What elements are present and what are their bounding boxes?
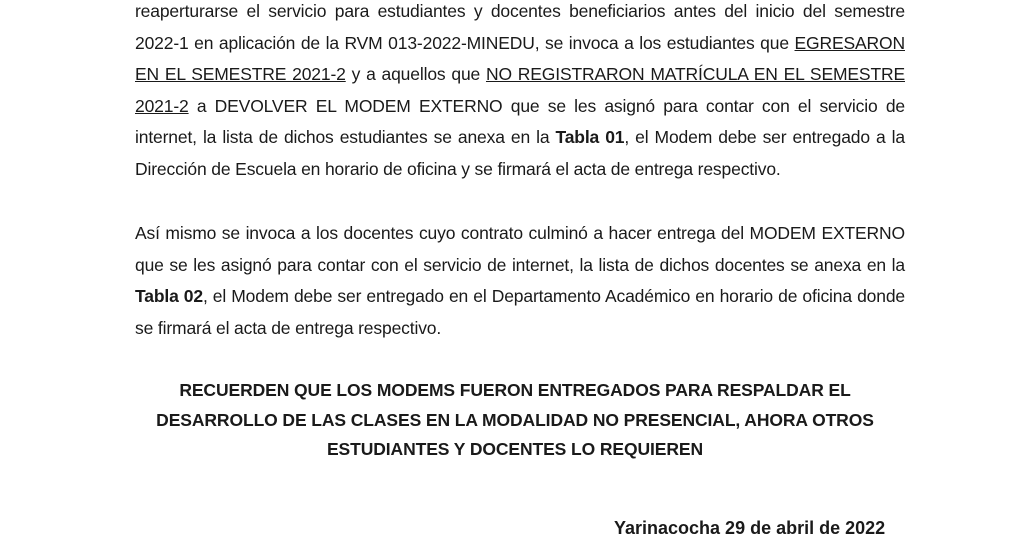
paragraph1-bold-tabla01: Tabla 01	[555, 127, 625, 147]
paragraph1-underlined-egresaron: EGRESARON EN EL SEMESTRE 2021-2	[135, 32, 905, 84]
place-date-line: Yarinacocha 29 de abril de 2022	[614, 518, 886, 538]
paragraph-teachers-modem-return	[135, 218, 905, 344]
paragraph2-text-1: Así mismo se invoca a los docentes cuyo contrato culminó a hacer entrega del MODEM EXTERNO que se les asignó para contar con el servicio de internet, la lista de dichos docentes se anexa en la	[135, 223, 905, 275]
paragraph1-text-4: , el Modem debe ser entregado a la Dirección de Escuela en horario de oficina y se firmará el acta de entrega respectivo.	[135, 127, 905, 179]
paragraph2-text-2: , el Modem debe ser entregado en el Departamento Académico en horario de oficina donde se firmará el acta de entrega respectivo.	[135, 286, 905, 338]
notice-line-3: ESTUDIANTES Y DOCENTES LO REQUIEREN	[326, 439, 704, 459]
paragraph1-underlined-no-registraron: NO REGISTRARON MATRÍCULA EN EL SEMESTRE 2021-2	[135, 64, 905, 116]
paragraph2-bold-tabla02: Tabla 02	[135, 286, 203, 306]
paragraph1-text-3: a DEVOLVER EL MODEM EXTERNO que se les asignó para contar con el servicio de internet, la lista de dichos estudiantes se anexa en la	[135, 95, 905, 147]
paragraph1-text-2: y a aquellos que	[345, 64, 486, 84]
notice-line-1: RECUERDEN QUE LOS MODEMS FUERON ENTREGADOS PARA RESPALDAR EL	[179, 380, 851, 400]
paragraph-students-modem-return	[135, 0, 905, 185]
paragraph1-text-1: reaperturarse el servicio para estudiantes y docentes beneficiarios antes del inicio del semestre 2022-1 en aplicación de la RVM 013-2022-MINEDU, se invoca a los estudiantes que	[135, 1, 905, 53]
notice-line-2: DESARROLLO DE LAS CLASES EN LA MODALIDAD NO PRESENCIAL, AHORA OTROS	[156, 409, 874, 430]
reminder-notice	[130, 376, 900, 465]
